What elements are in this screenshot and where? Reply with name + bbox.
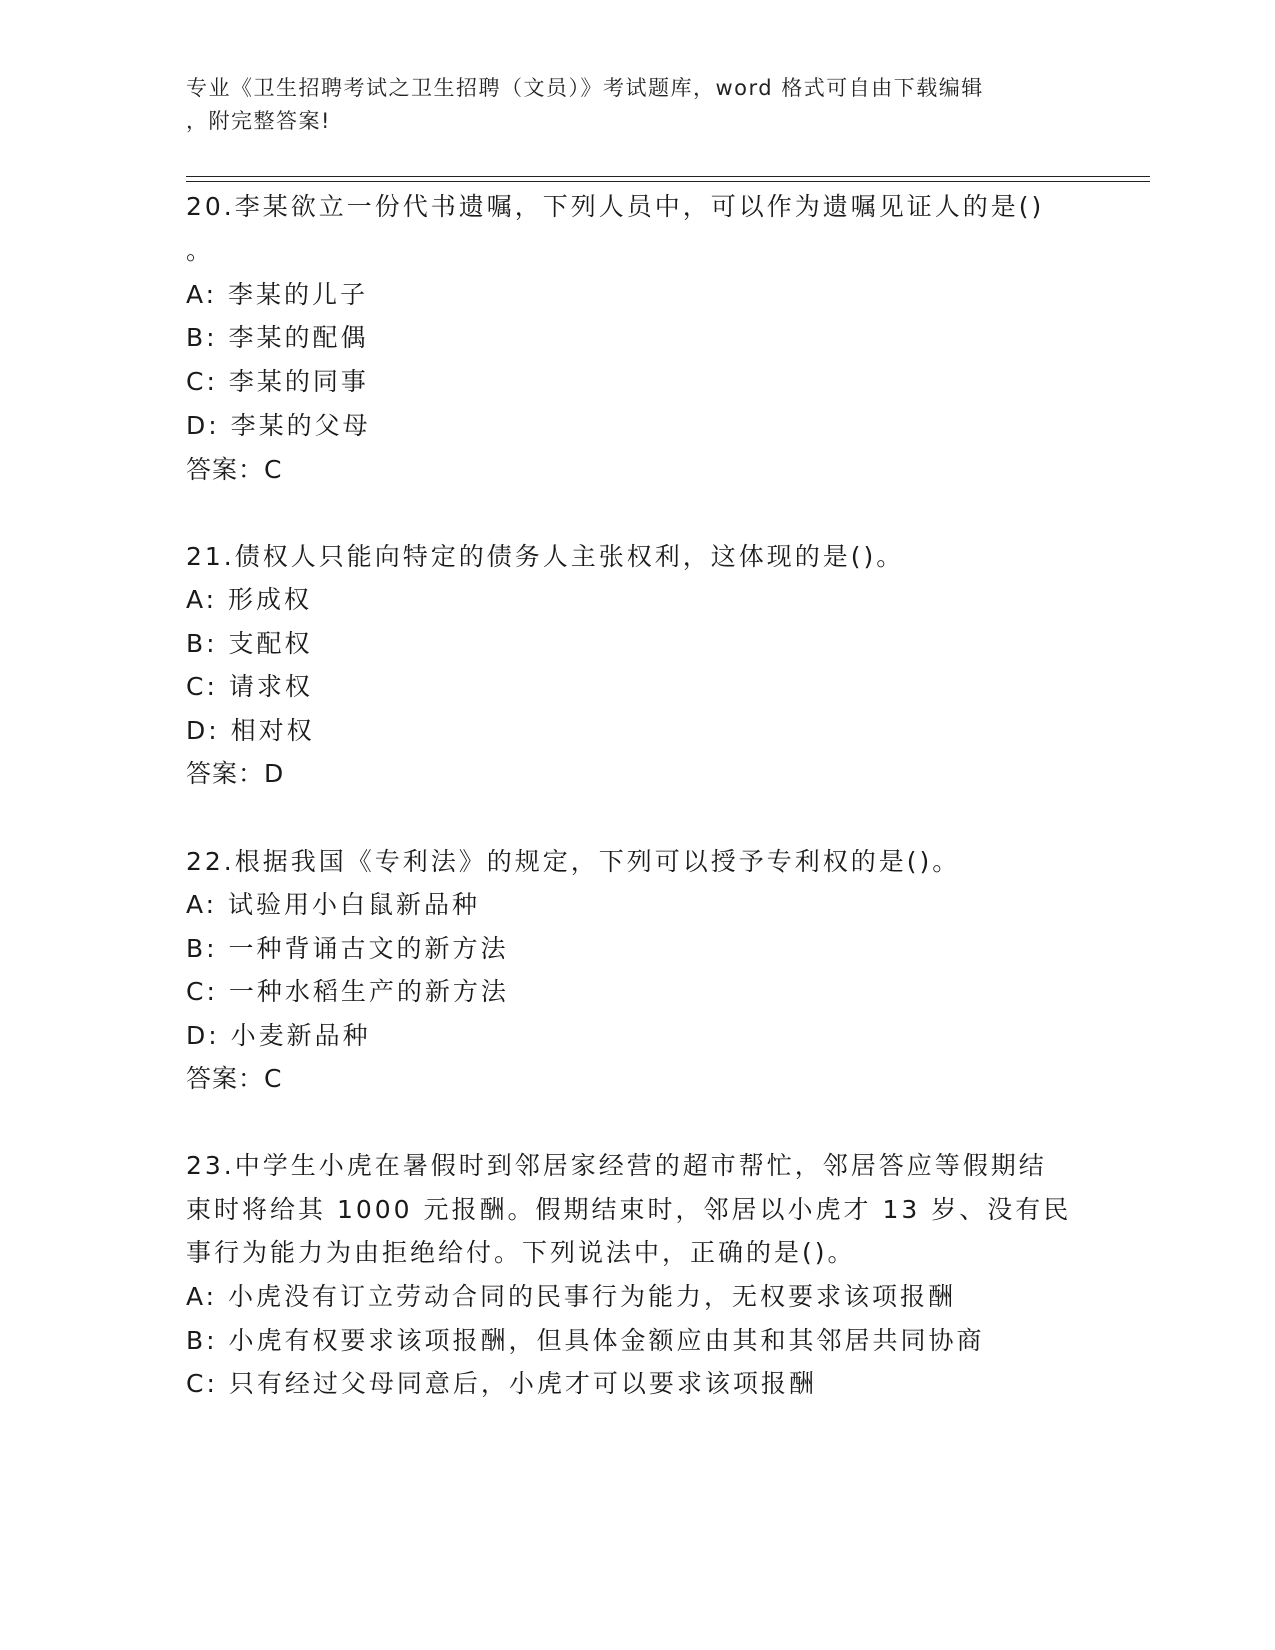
option-d: D: 相对权 bbox=[186, 716, 315, 745]
question-stem-line: 。 bbox=[186, 236, 215, 265]
question-stem-line: 20.李某欲立一份代书遗嘱，下列人员中，可以作为遗嘱见证人的是() bbox=[186, 192, 1045, 221]
header-divider-top bbox=[186, 176, 1150, 177]
option-a: A: 小虎没有订立劳动合同的民事行为能力，无权要求该项报酬 bbox=[186, 1282, 957, 1311]
question-stem-line: 23.中学生小虎在暑假时到邻居家经营的超市帮忙，邻居答应等假期结 bbox=[186, 1151, 1047, 1180]
option-c: C: 一种水稻生产的新方法 bbox=[186, 977, 509, 1006]
question-stem-line: 束时将给其 1000 元报酬。假期结束时，邻居以小虎才 13 岁、没有民 bbox=[186, 1195, 1072, 1224]
option-a: A: 形成权 bbox=[186, 585, 313, 614]
option-b: B: 小虎有权要求该项报酬，但具体金额应由其和其邻居共同协商 bbox=[186, 1326, 985, 1355]
header-divider-bottom bbox=[186, 181, 1150, 182]
option-a: A: 李某的儿子 bbox=[186, 280, 369, 309]
option-b: B: 一种背诵古文的新方法 bbox=[186, 934, 509, 963]
question-stem-line: 21.债权人只能向特定的债务人主张权利，这体现的是()。 bbox=[186, 542, 905, 571]
option-c: C: 李某的同事 bbox=[186, 367, 369, 396]
option-c: C: 请求权 bbox=[186, 672, 313, 701]
question-stem-line: 22.根据我国《专利法》的规定，下列可以授予专利权的是()。 bbox=[186, 847, 961, 876]
option-a: A: 试验用小白鼠新品种 bbox=[186, 890, 481, 919]
header-line-2: ，附完整答案! bbox=[186, 109, 331, 133]
answer-line: 答案：C bbox=[186, 455, 283, 484]
option-b: B: 李某的配偶 bbox=[186, 323, 369, 352]
question-stem-line: 事行为能力为由拒绝给付。下列说法中，正确的是()。 bbox=[186, 1238, 856, 1267]
answer-line: 答案：C bbox=[186, 1064, 283, 1093]
answer-line: 答案：D bbox=[186, 759, 285, 788]
option-b: B: 支配权 bbox=[186, 629, 313, 658]
header-line-1: 专业《卫生招聘考试之卫生招聘（文员）》考试题库，word 格式可自由下载编辑 bbox=[186, 76, 984, 100]
document-header bbox=[186, 72, 1066, 138]
option-c: C: 只有经过父母同意后，小虎才可以要求该项报酬 bbox=[186, 1369, 817, 1398]
option-d: D: 小麦新品种 bbox=[186, 1021, 371, 1050]
option-d: D: 李某的父母 bbox=[186, 411, 371, 440]
